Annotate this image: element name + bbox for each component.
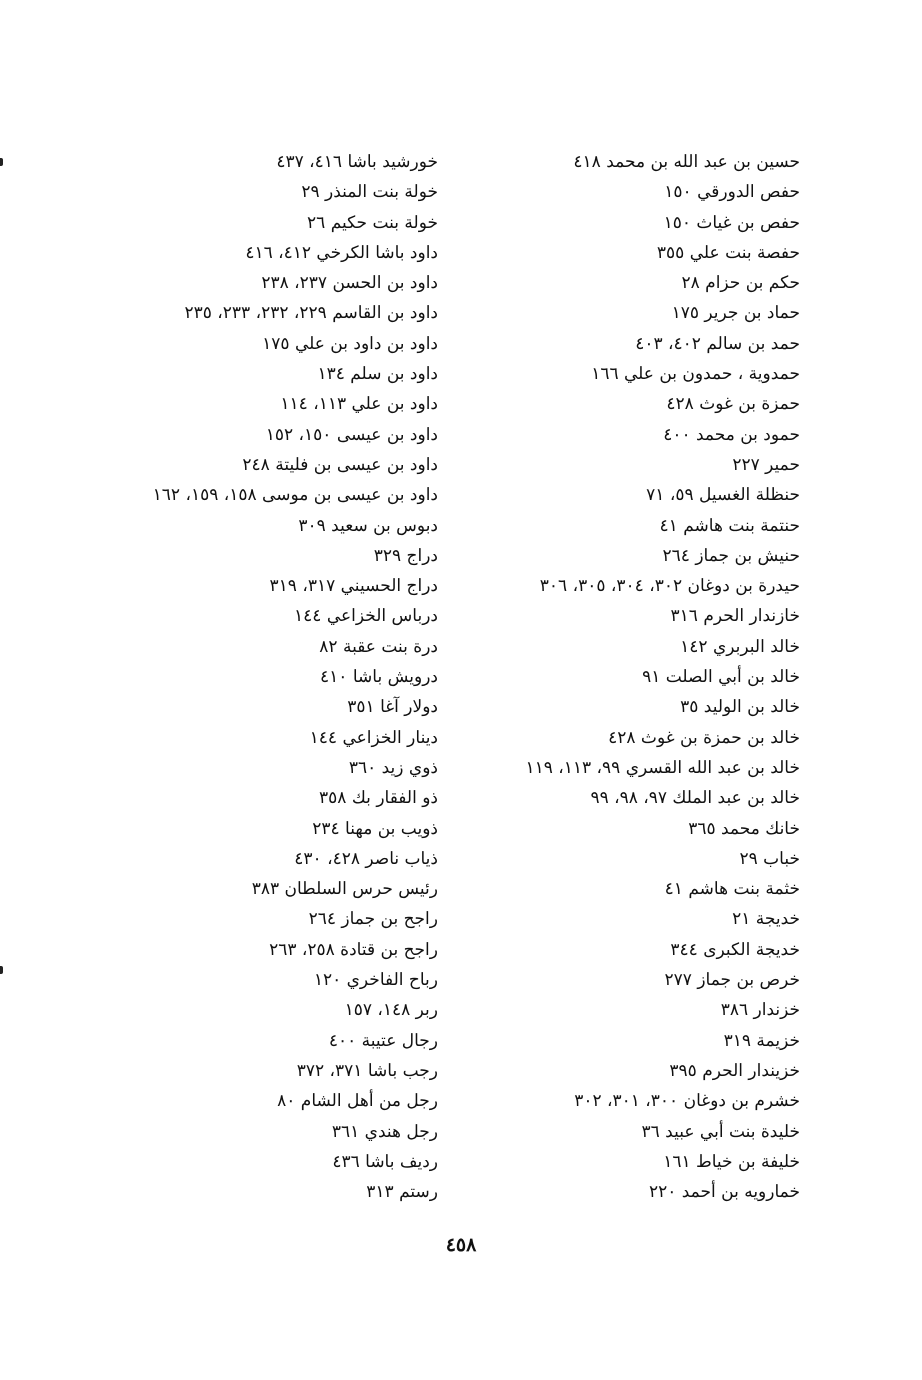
- page-edge-mark: [0, 966, 3, 974]
- index-entry: داود بن سلم ١٣٤: [317, 364, 438, 385]
- index-entry: خزيندار الحرم ٣٩٥: [669, 1060, 800, 1081]
- index-entry: داود بن الحسن ٢٣٧، ٢٣٨: [261, 273, 438, 294]
- index-entry: خديجة الكبرى ٣٤٤: [670, 939, 800, 960]
- index-entry: رباح الفاخري ١٢٠: [313, 970, 438, 991]
- index-entry: حكم بن حزام ٢٨: [681, 273, 800, 294]
- index-entry: داود باشا الكرخي ٤١٢، ٤١٦: [245, 242, 438, 263]
- index-entry: حنتمة بنت هاشم ٤١: [659, 515, 800, 536]
- index-entry: خثمة بنت هاشم ٤١: [664, 879, 800, 900]
- index-entry: رستم ٣١٣: [366, 1182, 438, 1203]
- index-entry: ربر ١٤٨، ١٥٧: [344, 1000, 438, 1021]
- index-entry: خالد بن أبي الصلت ٩١: [642, 667, 800, 688]
- index-entry: حمدوية ، حمدون بن علي ١٦٦: [591, 364, 800, 385]
- index-column-left: [18, 147, 438, 1207]
- index-entry: ذياب ناصر ٤٢٨، ٤٣٠: [294, 848, 438, 869]
- index-entry: خالد بن عبد الملك ٩٧، ٩٨، ٩٩: [590, 788, 800, 809]
- index-entry: حنيش بن جماز ٢٦٤: [662, 545, 800, 566]
- index-entry: رجال عتيبة ٤٠٠: [328, 1030, 438, 1051]
- index-entry: حسين بن عبد الله بن محمد ٤١٨: [573, 152, 800, 172]
- index-entry: درباس الخزاعي ١٤٤: [294, 606, 438, 627]
- index-entry: خليفة بن خياط ١٦١: [663, 1151, 800, 1172]
- index-entry: داود بن القاسم ٢٢٩، ٢٣٢، ٢٣٣، ٢٣٥: [184, 303, 438, 324]
- index-entry: خالد بن حمزة بن غوث ٤٢٨: [608, 727, 800, 748]
- index-entry: خشرم بن دوغان ٣٠٠، ٣٠١، ٣٠٢: [574, 1091, 800, 1112]
- index-entry: حماد بن جرير ١٧٥: [671, 303, 800, 324]
- index-entry: دراج ٣٢٩: [373, 545, 438, 566]
- index-entry: حنظلة الغسيل ٥٩، ٧١: [646, 485, 800, 506]
- index-entry: خالد بن عبد الله القسري ٩٩، ١١٣، ١١٩: [525, 757, 800, 778]
- index-entry: حفص بن غياث ١٥٠: [663, 212, 800, 233]
- index-entry: حفص الدورقي ١٥٠: [664, 182, 800, 203]
- index-entry: دولار آغا ٣٥١: [347, 697, 438, 718]
- index-entry: داود بن داود بن علي ١٧٥: [262, 333, 438, 354]
- index-entry: دبوس بن سعيد ٣٠٩: [298, 515, 438, 536]
- index-entry: خولة بنت حكيم ٢٦: [307, 212, 438, 233]
- index-entry: خزيمة ٣١٩: [723, 1030, 800, 1051]
- index-entry: حمير ٢٢٧: [732, 454, 800, 475]
- index-entry: درة بنت عقبة ٨٢: [319, 636, 438, 657]
- index-entry: حمد بن سالم ٤٠٢، ٤٠٣: [635, 333, 800, 354]
- index-entry: داود بن علي ١١٣، ١١٤: [280, 394, 438, 415]
- index-entry: رجب باشا ٣٧١، ٣٧٢: [296, 1060, 438, 1081]
- index-entry: خورشيد باشا ٤١٦، ٤٣٧: [276, 152, 438, 172]
- page-edge-mark: [0, 158, 3, 166]
- index-entry: خولة بنت المنذر ٢٩: [301, 182, 438, 203]
- index-entry: خرص بن جماز ٢٧٧: [664, 970, 800, 991]
- index-entry: حفصة بنت علي ٣٥٥: [656, 242, 800, 263]
- index-entry: ذويب بن مهنا ٢٣٤: [312, 818, 438, 839]
- index-entry: خالد بن الوليد ٣٥: [680, 697, 800, 718]
- index-entry: حمزة بن غوث ٤٢٨: [666, 394, 800, 415]
- index-column-right: [380, 147, 800, 1207]
- index-entry: حمود بن محمد ٤٠٠: [663, 424, 800, 445]
- index-entry: خزندار ٣٨٦: [720, 1000, 800, 1021]
- index-entry: داود بن عيسى بن موسى ١٥٨، ١٥٩، ١٦٢: [152, 485, 438, 506]
- index-entry: ذو الفقار بك ٣٥٨: [319, 788, 438, 809]
- index-entry: راجح بن قتادة ٢٥٨، ٢٦٣: [269, 939, 438, 960]
- index-entry: خازندار الحرم ٣١٦: [670, 606, 800, 627]
- index-entry: رئيس حرس السلطان ٣٨٣: [251, 879, 438, 900]
- index-entry: رجل من أهل الشام ٨٠: [277, 1091, 438, 1112]
- index-entry: رجل هندي ٣٦١: [331, 1121, 438, 1142]
- index-entry: دراج الحسيني ٣١٧، ٣١٩: [269, 576, 438, 597]
- page-number: ٤٥٨: [445, 1234, 477, 1256]
- index-entry: داود بن عيسى بن فليتة ٢٤٨: [242, 454, 438, 475]
- index-entry: خمارويه بن أحمد ٢٢٠: [648, 1182, 800, 1203]
- index-entry: درويش باشا ٤١٠: [320, 667, 438, 688]
- index-entry: داود بن عيسى ١٥٠، ١٥٢: [265, 424, 438, 445]
- index-entry: خانك محمد ٣٦٥: [688, 818, 800, 839]
- index-entry: حيدرة بن دوغان ٣٠٢، ٣٠٤، ٣٠٥، ٣٠٦: [539, 576, 800, 597]
- index-entry: خباب ٢٩: [739, 848, 800, 869]
- index-entry: ذوي زيد ٣٦٠: [348, 757, 438, 778]
- index-entry: خديجة ٢١: [732, 909, 800, 930]
- index-entry: رديف باشا ٤٣٦: [332, 1151, 438, 1172]
- index-entry: خالد البربري ١٤٢: [680, 636, 800, 657]
- index-entry: دينار الخزاعي ١٤٤: [309, 727, 438, 748]
- index-entry: راجح بن جماز ٢٦٤: [308, 909, 438, 930]
- index-entry: خليدة بنت أبي عبيد ٣٦: [641, 1121, 800, 1142]
